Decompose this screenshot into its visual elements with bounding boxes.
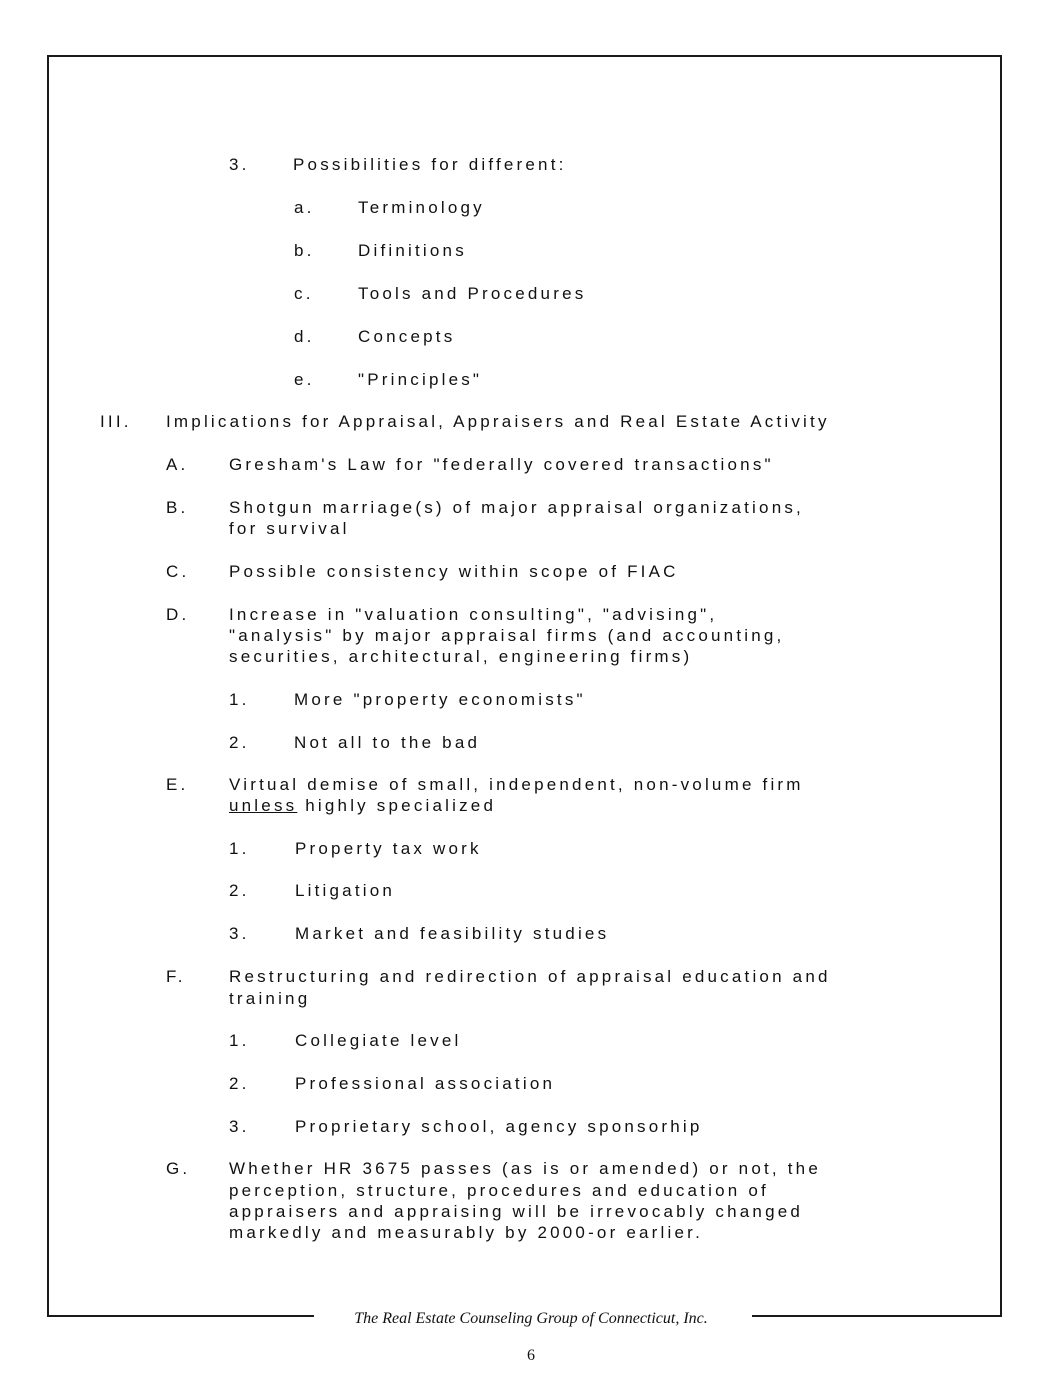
item-text-line: training (229, 989, 311, 1008)
item-number: 1. (229, 690, 250, 709)
item-text-line: Restructuring and redirection of appraisal education and (229, 967, 831, 986)
item-number: 2. (229, 881, 250, 900)
item-text-line: appraisers and appraising will be irrevocably changed (229, 1202, 804, 1221)
item-text-line (229, 795, 496, 816)
item-text: Property tax work (295, 839, 482, 858)
item-text: Not all to the bad (294, 733, 481, 752)
item-text-line: Virtual demise of small, independent, non-volume firm (229, 775, 804, 794)
item-number: b. (294, 241, 315, 260)
item-number: E. (166, 775, 189, 794)
item-number: G. (166, 1159, 191, 1178)
item-text: Market and feasibility studies (295, 924, 610, 943)
item-number: 1. (229, 839, 250, 858)
item-number: 2. (229, 1074, 250, 1093)
page-number: 6 (527, 1347, 535, 1364)
item-text: Gresham's Law for "federally covered transactions" (229, 455, 774, 474)
item-number: A. (166, 455, 189, 474)
item-text-line: Whether HR 3675 passes (as is or amended) or not, the (229, 1159, 821, 1178)
section-number: III. (100, 412, 132, 431)
item-text: Possible consistency within scope of FIAC (229, 562, 679, 581)
item-text: Collegiate level (295, 1031, 462, 1050)
item-text: Proprietary school, agency sponsorhip (295, 1117, 703, 1136)
item-number: e. (294, 370, 315, 389)
item-text: "Principles" (358, 370, 483, 389)
section-heading: Implications for Appraisal, Appraisers and Real Estate Activity (166, 412, 830, 431)
item-text-line: for survival (229, 519, 350, 538)
border-top (47, 55, 1002, 57)
border-right (1000, 55, 1002, 1317)
border-left (47, 55, 49, 1317)
item-text-line: Shotgun marriage(s) of major appraisal organizations, (229, 498, 804, 517)
item-number: a. (294, 198, 315, 217)
item-number: 3. (229, 924, 250, 943)
item-number: c. (294, 284, 314, 303)
item-text-line: "analysis" by major appraisal firms (and accounting, (229, 626, 785, 645)
item-number: F. (166, 967, 186, 986)
item-number: D. (166, 605, 190, 624)
item-number: 2. (229, 733, 250, 752)
item-text-rest: highly specialized (297, 796, 497, 815)
item-text: Professional association (295, 1074, 556, 1093)
item-text: Difinitions (358, 241, 467, 260)
item-text: More "property economists" (294, 690, 586, 709)
item-text-line: securities, architectural, engineering firms) (229, 647, 693, 666)
item-text: Tools and Procedures (358, 284, 587, 303)
emphasis-underline: unless (229, 796, 298, 815)
item-text-line: Increase in "valuation consulting", "advising", (229, 605, 718, 624)
item-text-line: perception, structure, procedures and education of (229, 1181, 769, 1200)
item-text-line: markedly and measurably by 2000-or earlier. (229, 1223, 703, 1242)
item-number: d. (294, 327, 315, 346)
item-text: Possibilities for different: (293, 155, 567, 174)
item-text: Litigation (295, 881, 396, 900)
item-number: 1. (229, 1031, 250, 1050)
item-number: 3. (229, 155, 250, 174)
item-number: B. (166, 498, 189, 517)
item-number: 3. (229, 1117, 250, 1136)
item-text: Concepts (358, 327, 456, 346)
item-text: Terminology (358, 198, 485, 217)
footer-company-name: The Real Estate Counseling Group of Connecticut, Inc. (354, 1310, 708, 1327)
item-number: C. (166, 562, 190, 581)
